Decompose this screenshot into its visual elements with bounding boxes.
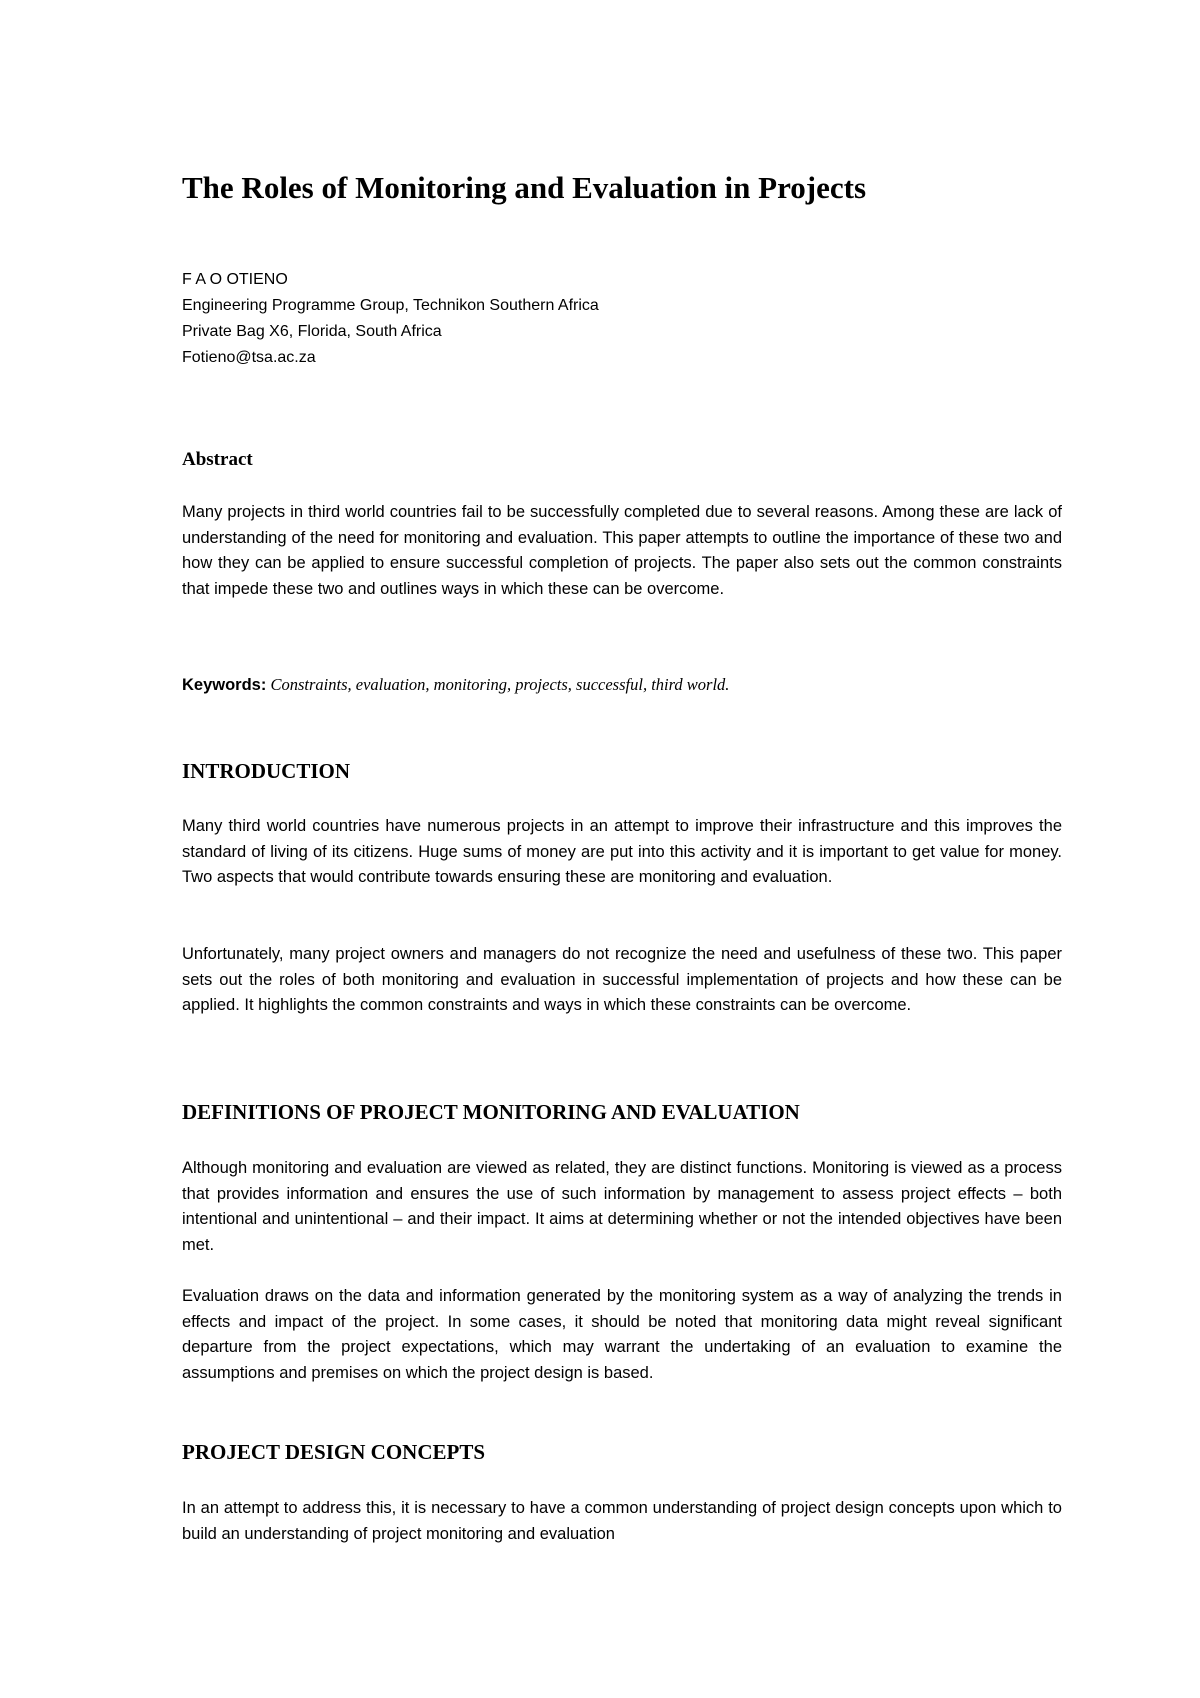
project-design-paragraph-1: In an attempt to address this, it is necessary to have a common understanding of project design concepts upon which to build an understanding of project monitoring and evaluation: [182, 1499, 1062, 1543]
section-heading-project-design: PROJECT DESIGN CONCEPTS: [182, 1440, 486, 1464]
introduction-paragraph-1: Many third world countries have numerous projects in an attempt to improve their infrastructure and this improves the standard of living of its citizens. Huge sums of money are put into this activity and it is important to get value for money. Two aspects that would contribute towards ensuring these are monitoring and evaluation.: [182, 817, 1062, 887]
author-name: F A O OTIENO: [182, 271, 288, 288]
section-heading-introduction: INTRODUCTION: [182, 759, 351, 783]
definitions-paragraph-1: Although monitoring and evaluation are viewed as related, they are distinct functions. Monitoring is viewed as a process that provides information and ensures the use of such information by management to assess project effects – both intentional and unintentional – and their impact. It aims at determining whether or not the intended objectives have been met.: [182, 1159, 1062, 1255]
keywords-list: Constraints, evaluation, monitoring, projects, successful, third world.: [270, 674, 730, 694]
abstract-text: Many projects in third world countries fail to be successfully completed due to several reasons. Among these are lack of understanding of the need for monitoring and evaluation. This paper attempts to outline the importance of these two and how they can be applied to ensure successful completion of projects. The paper also sets out the common constraints that impede these two and outlines ways in which these can be overcome.: [182, 503, 1062, 599]
section-heading-definitions: DEFINITIONS OF PROJECT MONITORING AND EVALUATION: [182, 1100, 800, 1124]
paper-title: The Roles of Monitoring and Evaluation in Projects: [182, 170, 867, 205]
definitions-paragraph-2: Evaluation draws on the data and information generated by the monitoring system as a way of analyzing the trends in effects and impact of the project. In some cases, it should be noted that monitoring data might reveal significant departure from the project expectations, which may warrant the undertaking of an evaluation to examine the assumptions and premises on which the project design is based.: [182, 1287, 1062, 1383]
author-affiliation: Engineering Programme Group, Technikon Southern Africa: [182, 297, 599, 314]
author-email: Fotieno@tsa.ac.za: [182, 349, 316, 366]
abstract-heading: Abstract: [182, 449, 253, 470]
introduction-paragraph-2: Unfortunately, many project owners and managers do not recognize the need and usefulness of these two. This paper sets out the roles of both monitoring and evaluation in successful implementation of projects and how these can be applied. It highlights the common constraints and ways in which these constraints can be overcome.: [182, 945, 1062, 1015]
author-address: Private Bag X6, Florida, South Africa: [182, 323, 442, 340]
keywords-label: Keywords:: [182, 675, 267, 694]
author-block: [182, 267, 599, 371]
keywords-line: [182, 672, 1062, 699]
